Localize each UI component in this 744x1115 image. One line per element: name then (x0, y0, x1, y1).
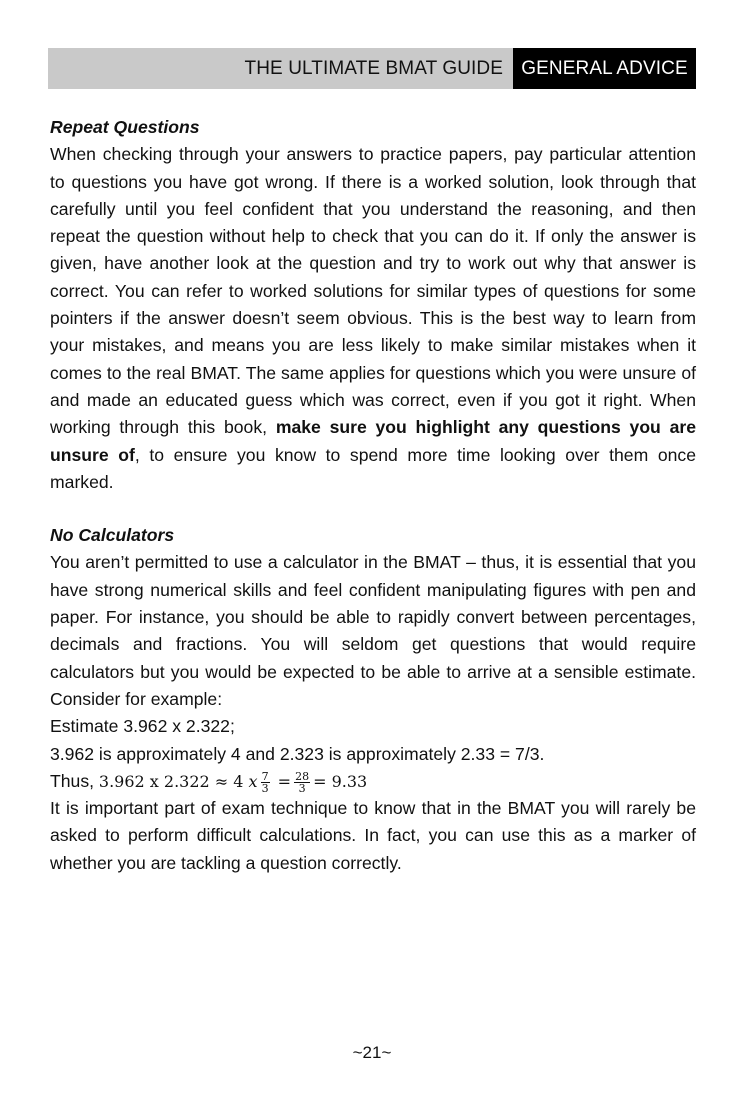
section-heading: Repeat Questions (50, 117, 200, 137)
emphasis-text: make sure you highlight any questions you are unsure of (50, 417, 696, 465)
fraction-numerator: 7 (261, 769, 269, 783)
paragraph-text: When checking through your answers to practice papers, pay particular attention to questions you have got wrong. If there is a worked solution, look through that carefully until you feel confident that you understand the reasoning, and then repeat the question without help to check that you can do it. If only the answer is given, have another look at the question and try to work out why that answer is correct. You can refer to worked solutions for similar types of questions for some pointers if the answer doesn’t seem obvious. This is the best way to learn from your mistakes, and means you are less likely to make similar mistakes when it comes to the real BMAT. The same applies for questions which you were unsure of and made an educated guess which was correct, even if you got it right. When working through this book, (50, 144, 696, 438)
thus-label: Thus, (50, 770, 99, 791)
closing-paragraph: It is important part of exam technique to know that in the BMAT you will rarely be asked to perform difficult calculations. In fact, you can use this as a marker of whether you are tackling a question correctly. (50, 798, 696, 873)
section-paragraph (50, 141, 696, 496)
page-header (48, 48, 696, 89)
section-no-calculators (50, 522, 696, 877)
page-content (50, 114, 696, 877)
fraction (261, 771, 270, 794)
section-title: GENERAL ADVICE (513, 48, 696, 89)
math-expression (98, 769, 368, 795)
math-lhs: 3.962 x 2.322 ≈ 4 (98, 771, 249, 791)
fraction (294, 771, 310, 794)
fraction-denominator: 3 (298, 781, 306, 795)
math-equation-line (50, 768, 696, 795)
fraction-numerator: 28 (295, 769, 310, 783)
math-variable: x (248, 771, 258, 791)
section-heading: No Calculators (50, 525, 175, 546)
section-repeat-questions (50, 114, 696, 496)
equals-sign: = (277, 771, 292, 791)
book-title: THE ULTIMATE BMAT GUIDE (48, 48, 513, 89)
fraction-denominator: 3 (261, 781, 269, 795)
estimate-line: Estimate 3.962 x 2.322; (50, 716, 235, 737)
page-number: ~21~ (352, 1043, 392, 1062)
paragraph-text: , to ensure you know to spend more time looking over them once marked. (50, 444, 696, 492)
approximation-line: 3.962 is approximately 4 and 2.323 is approximately 2.33 = 7/3. (50, 743, 545, 764)
math-result: = 9.33 (313, 771, 368, 791)
section-paragraph: You aren’t permitted to use a calculator in the BMAT – thus, it is essential that you have strong numerical skills and feel confident manipulating figures with pen and paper. For instance, you should be able to rapidly convert between percentages, decimals and fractions. You will seldom get questions that would require calculators but you would be expected to be able to arrive at a sensible estimate. Consider for example: (50, 552, 696, 709)
